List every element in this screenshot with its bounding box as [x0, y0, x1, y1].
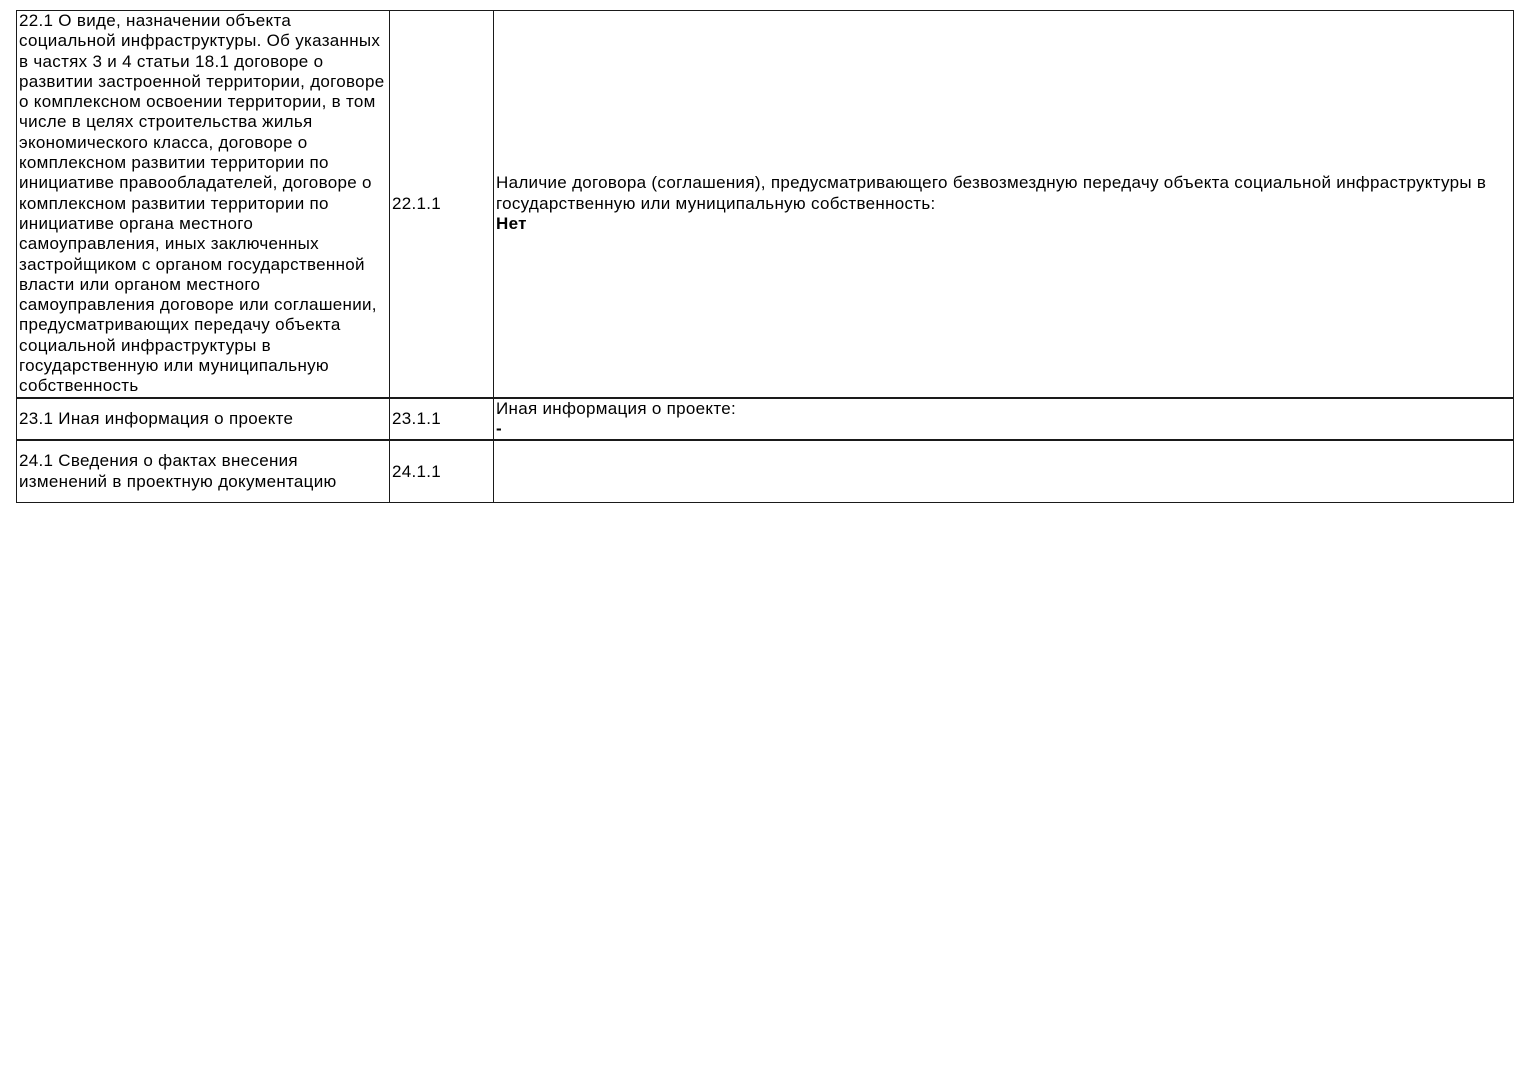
table-row-24-1 — [17, 441, 1514, 503]
row-23-1-value-cell — [494, 398, 1514, 440]
row-23-1-value-label: Иная информация о проекте: — [496, 398, 737, 418]
project-declaration-table — [16, 10, 1514, 503]
row-22-1-label: 22.1 О виде, назначении объекта социальной инфраструктуры. Об указанных в частях 3 и 4 статьи 18.1 договоре о развитии застроенной территории, договоре о комплексном освоении территории, в том числе в целях строительства жилья экономического класса, договоре о комплексном развитии территории по инициативе правообладателей, договоре о комплексном развитии территории по инициативе органа местного самоуправления, иных заключенных застройщиком с органом государственной власти или органом местного самоуправления договоре или соглашении, предусматривающих передачу объекта социальной инфраструктуры в государственную или муниципальную собственность — [17, 11, 390, 398]
row-22-1-value-label: Наличие договора (соглашения), предусматривающего безвозмездную передачу объекта социальной инфраструктуры в государственную или муниципальную собственность: — [496, 173, 1487, 213]
table-row-23-1 — [17, 398, 1514, 440]
row-24-1-code: 24.1.1 — [390, 441, 494, 503]
row-23-1-value: - — [496, 418, 502, 438]
row-22-1-value-cell — [494, 11, 1514, 398]
row-24-1-value — [494, 441, 1514, 503]
row-23-1-code: 23.1.1 — [390, 398, 494, 440]
row-22-1-value: Нет — [496, 213, 527, 233]
row-23-1-label: 23.1 Иная информация о проекте — [17, 398, 390, 440]
row-22-1-code: 22.1.1 — [390, 11, 494, 398]
row-24-1-label: 24.1 Сведения о фактах внесения изменений в проектную документацию — [17, 441, 390, 503]
table-row-22-1 — [17, 11, 1514, 398]
